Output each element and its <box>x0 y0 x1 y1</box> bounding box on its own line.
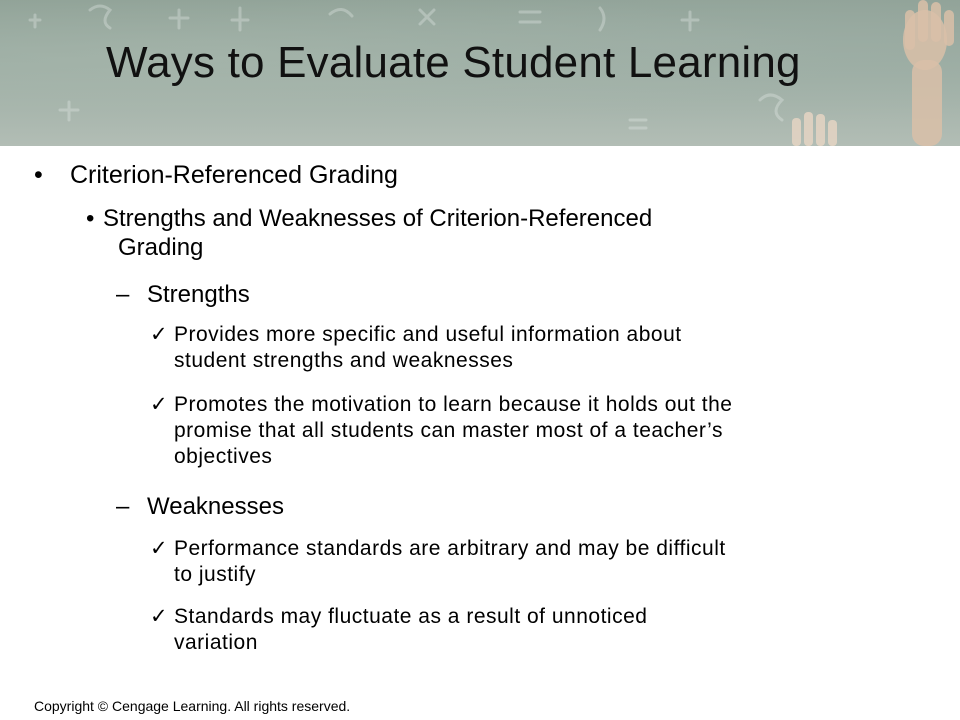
check-item-line: to justify <box>174 563 257 586</box>
dash-item-weaknesses <box>116 492 284 521</box>
check-item-line: student strengths and weaknesses <box>174 349 514 372</box>
check-item-line: Standards may fluctuate as a result of unnoticed <box>174 605 648 628</box>
copyright-footer: Copyright © Cengage Learning. All rights reserved. <box>34 698 351 714</box>
checkmark-icon: ✓ <box>150 605 169 628</box>
check-item <box>150 536 726 588</box>
sub-bullet-strengths-and-weaknesses <box>86 204 652 262</box>
dash-marker: – <box>116 281 130 308</box>
bullet-text-line: Grading <box>118 234 204 261</box>
slide-title: Ways to Evaluate Student Learning <box>106 38 801 87</box>
check-item-line: Promotes the motivation to learn because it holds out the <box>174 393 733 416</box>
check-item <box>150 322 682 374</box>
bullet-text-line: Strengths and Weaknesses of Criterion-Referenced <box>103 205 653 232</box>
check-item <box>150 392 732 470</box>
bullet-marker: • <box>86 205 95 232</box>
dash-item-label: Strengths <box>147 281 250 308</box>
check-item-line: promise that all students can master most of a teacher’s <box>174 419 723 442</box>
bullet-item-criterion-referenced-grading <box>34 160 398 190</box>
check-item <box>150 604 647 656</box>
check-item-line: variation <box>174 631 258 654</box>
bullet-marker: • <box>34 161 43 189</box>
dash-marker: – <box>116 493 130 520</box>
dash-item-strengths <box>116 280 250 309</box>
checkmark-icon: ✓ <box>150 537 169 560</box>
checkmark-icon: ✓ <box>150 393 169 416</box>
check-item-line: Provides more specific and useful information about <box>174 323 682 346</box>
checkmark-icon: ✓ <box>150 323 169 346</box>
check-item-line: objectives <box>174 445 273 468</box>
bullet-text: Criterion-Referenced Grading <box>70 161 398 189</box>
check-item-line: Performance standards are arbitrary and may be difficult <box>174 537 726 560</box>
dash-item-label: Weaknesses <box>147 493 284 520</box>
